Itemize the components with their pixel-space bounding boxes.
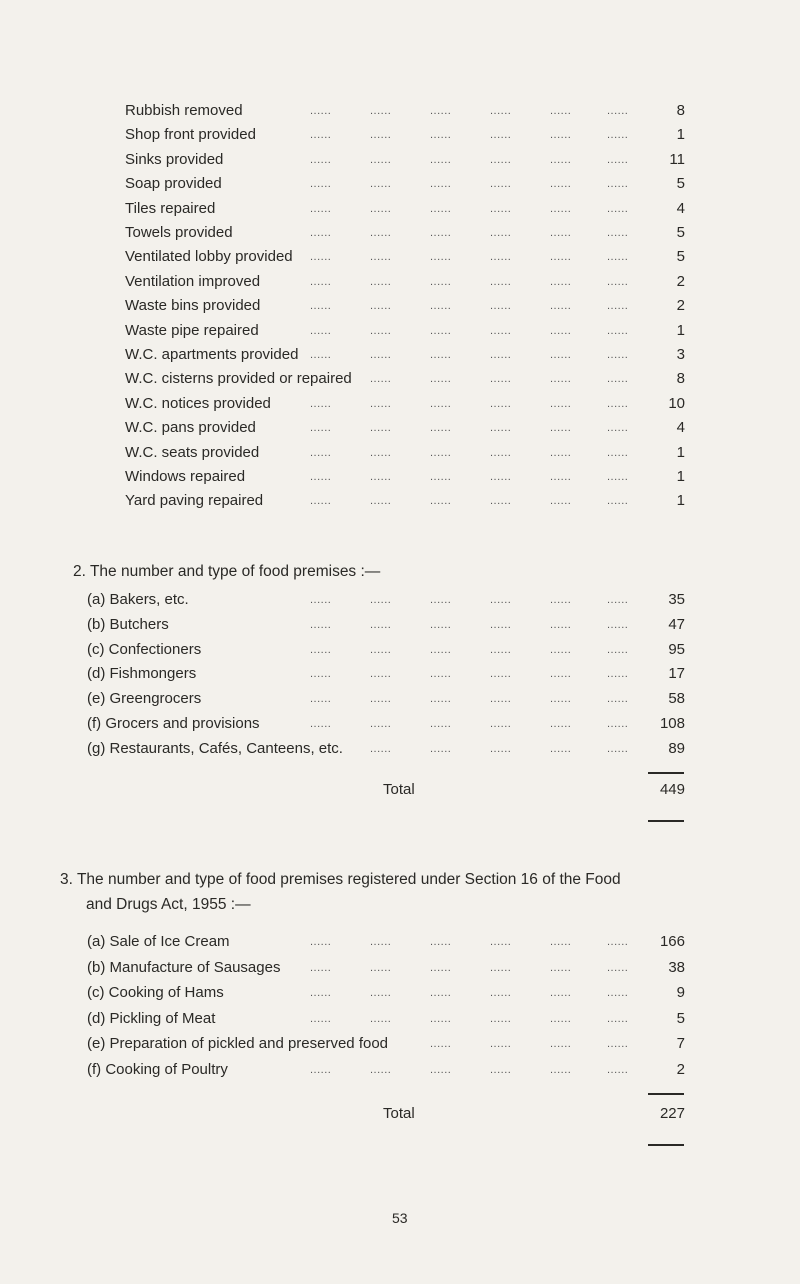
list-item bbox=[0, 465, 685, 489]
item-label: (e) Preparation of pickled and preserved food bbox=[87, 1035, 389, 1053]
item-value: 2 bbox=[676, 1061, 685, 1078]
item-value: 89 bbox=[668, 739, 685, 757]
section-3-total-row bbox=[0, 1102, 685, 1126]
item-label: (c) Cooking of Hams bbox=[87, 984, 224, 1002]
leader-dots: ...... ...... ...... ...... ...... ...... bbox=[310, 618, 629, 631]
item-value: 5 bbox=[676, 1009, 685, 1027]
list-item bbox=[0, 441, 685, 465]
leader-dots: ...... ...... ...... ...... ...... ...... bbox=[310, 594, 629, 606]
list-item bbox=[0, 687, 685, 711]
item-value: 17 bbox=[668, 665, 685, 683]
total-label: Total bbox=[383, 1105, 415, 1122]
leader-dots: ...... ...... ...... ...... ...... ...... bbox=[310, 178, 629, 191]
list-item bbox=[0, 489, 685, 513]
list-item bbox=[0, 930, 685, 954]
leader-dots: ...... ...... ...... ...... ...... ...... bbox=[310, 987, 629, 1000]
leader-dots: ...... ...... ...... ...... ...... ...... bbox=[310, 668, 629, 681]
item-label: (b) Butchers bbox=[87, 615, 169, 633]
item-label: Tiles repaired bbox=[125, 199, 216, 217]
leader-dots: ...... ...... ...... ...... ...... ...... bbox=[310, 936, 629, 948]
leader-dots: ...... ...... ...... ...... ...... ...... bbox=[310, 471, 629, 483]
list-item bbox=[0, 367, 685, 391]
item-label: (f) Grocers and provisions bbox=[87, 715, 260, 732]
leader-dots: ...... ...... ...... ...... ...... ...... bbox=[310, 718, 629, 730]
item-label: Windows repaired bbox=[125, 468, 246, 485]
item-label: (b) Manufacture of Sausages bbox=[87, 958, 281, 976]
total-rule-bottom bbox=[648, 820, 684, 822]
item-value: 4 bbox=[676, 419, 685, 437]
leader-dots: ...... ...... ...... ...... ...... ...... bbox=[310, 153, 629, 166]
total-rule-bottom bbox=[648, 1144, 684, 1146]
leader-dots: ...... ...... ...... ...... ...... ...... bbox=[310, 495, 629, 508]
item-value: 1 bbox=[676, 443, 685, 461]
item-value: 2 bbox=[676, 272, 685, 290]
list-item bbox=[0, 956, 685, 980]
leader-dots: ...... ...... ...... ...... ...... ...... bbox=[310, 446, 629, 459]
item-value: 166 bbox=[659, 933, 685, 950]
item-value: 10 bbox=[668, 394, 685, 412]
leader-dots: ...... ...... ...... ...... ...... ...... bbox=[310, 961, 629, 974]
list-item bbox=[0, 319, 685, 343]
list-item bbox=[0, 1058, 685, 1082]
leader-dots: ...... ...... ...... ...... ...... ...... bbox=[310, 202, 629, 215]
leader-dots: ...... ...... ...... ...... ...... ...... bbox=[310, 349, 629, 361]
list-item bbox=[0, 245, 685, 269]
list-item bbox=[0, 737, 685, 761]
total-rule-top bbox=[648, 772, 684, 774]
leader-dots: ...... ...... ...... ...... ...... ...... bbox=[310, 1012, 629, 1025]
item-value: 1 bbox=[676, 492, 685, 510]
item-label: Yard paving repaired bbox=[125, 492, 264, 510]
list-item bbox=[0, 148, 685, 172]
item-label: (a) Bakers, etc. bbox=[87, 591, 189, 608]
section-3-heading-line-1: 3. The number and type of food premises registered under Section 16 of the Food bbox=[60, 871, 621, 888]
list-item bbox=[0, 172, 685, 196]
item-label: Shop front provided bbox=[125, 126, 256, 144]
item-value: 7 bbox=[676, 1035, 685, 1053]
list-item bbox=[0, 981, 685, 1005]
item-label: Towels provided bbox=[125, 224, 233, 241]
item-label: (a) Sale of Ice Cream bbox=[87, 933, 230, 950]
item-label: (e) Greengrocers bbox=[87, 690, 202, 708]
list-item bbox=[0, 99, 685, 123]
item-label: Sinks provided bbox=[125, 150, 224, 168]
item-label: (f) Cooking of Poultry bbox=[87, 1061, 228, 1078]
list-item bbox=[0, 294, 685, 318]
item-value: 1 bbox=[676, 126, 685, 144]
list-item bbox=[0, 712, 685, 736]
item-label: W.C. notices provided bbox=[125, 394, 271, 412]
item-value: 35 bbox=[668, 591, 685, 608]
total-value: 227 bbox=[659, 1105, 685, 1122]
leader-dots: ...... ...... ...... ...... ...... ...... bbox=[310, 227, 629, 239]
section-2-total-row bbox=[0, 778, 685, 802]
section-2-heading: 2. The number and type of food premises :— bbox=[73, 563, 381, 580]
list-item bbox=[0, 416, 685, 440]
list-item bbox=[0, 638, 685, 662]
item-value: 5 bbox=[676, 224, 685, 241]
item-label: (d) Pickling of Meat bbox=[87, 1009, 216, 1027]
item-value: 5 bbox=[676, 248, 685, 266]
leader-dots: ...... ...... ...... ...... ...... ...... bbox=[310, 1064, 629, 1076]
leader-dots: ...... ...... ...... ...... ...... bbox=[370, 373, 629, 386]
item-label: W.C. apartments provided bbox=[125, 346, 299, 363]
list-item bbox=[0, 270, 685, 294]
item-value: 58 bbox=[668, 690, 685, 708]
leader-dots: ...... ...... ...... ...... ...... ...... bbox=[310, 251, 629, 264]
item-value: 4 bbox=[676, 199, 685, 217]
leader-dots: ...... ...... ...... ...... ...... ...... bbox=[310, 693, 629, 706]
item-value: 38 bbox=[668, 958, 685, 976]
list-item bbox=[0, 1007, 685, 1031]
list-item bbox=[0, 123, 685, 147]
leader-dots: ...... ...... ...... ...... ...... ...... bbox=[310, 105, 629, 117]
item-label: Waste pipe repaired bbox=[125, 321, 259, 339]
list-item bbox=[0, 613, 685, 637]
item-value: 1 bbox=[676, 468, 685, 485]
section-3-heading-line-2: and Drugs Act, 1955 :— bbox=[86, 896, 251, 913]
item-value: 5 bbox=[676, 175, 685, 193]
leader-dots: ...... ...... ...... ...... ...... ...... bbox=[310, 300, 629, 313]
item-label: (c) Confectioners bbox=[87, 640, 202, 658]
total-value: 449 bbox=[659, 781, 685, 798]
item-value: 2 bbox=[676, 297, 685, 315]
item-value: 8 bbox=[676, 102, 685, 119]
item-label: Rubbish removed bbox=[125, 102, 243, 119]
list-item bbox=[0, 343, 685, 367]
item-label: W.C. pans provided bbox=[125, 419, 256, 437]
item-label: Ventilation improved bbox=[125, 272, 261, 290]
item-label: Soap provided bbox=[125, 175, 222, 193]
item-value: 9 bbox=[676, 984, 685, 1002]
item-label: Waste bins provided bbox=[125, 297, 261, 315]
item-label: (d) Fishmongers bbox=[87, 665, 197, 683]
leader-dots: ...... ...... ...... ...... ...... ...... bbox=[310, 129, 629, 142]
item-value: 95 bbox=[668, 640, 685, 658]
list-item bbox=[0, 221, 685, 245]
item-value: 11 bbox=[669, 150, 685, 168]
item-label: W.C. seats provided bbox=[125, 443, 260, 461]
leader-dots: ...... ...... ...... ...... bbox=[430, 1038, 629, 1051]
item-value: 47 bbox=[668, 615, 685, 633]
page-number: 53 bbox=[392, 1210, 408, 1226]
item-label: (g) Restaurants, Cafés, Canteens, etc. bbox=[87, 739, 343, 757]
item-value: 108 bbox=[659, 715, 685, 732]
item-value: 8 bbox=[676, 370, 685, 388]
list-item bbox=[0, 1032, 685, 1056]
list-item bbox=[0, 392, 685, 416]
leader-dots: ...... ...... ...... ...... ...... bbox=[370, 742, 629, 755]
item-value: 1 bbox=[676, 321, 685, 339]
item-value: 3 bbox=[676, 346, 685, 363]
list-item bbox=[0, 662, 685, 686]
item-label: W.C. cisterns provided or repaired bbox=[125, 370, 352, 388]
leader-dots: ...... ...... ...... ...... ...... ...... bbox=[310, 643, 629, 656]
leader-dots: ...... ...... ...... ...... ...... ...... bbox=[310, 275, 629, 288]
total-label: Total bbox=[383, 781, 415, 798]
leader-dots: ...... ...... ...... ...... ...... ...... bbox=[310, 397, 629, 410]
leader-dots: ...... ...... ...... ...... ...... ...... bbox=[310, 324, 629, 337]
list-item bbox=[0, 197, 685, 221]
item-label: Ventilated lobby provided bbox=[125, 248, 293, 266]
list-item bbox=[0, 588, 685, 612]
leader-dots: ...... ...... ...... ...... ...... ...... bbox=[310, 422, 629, 435]
total-rule-top bbox=[648, 1093, 684, 1095]
